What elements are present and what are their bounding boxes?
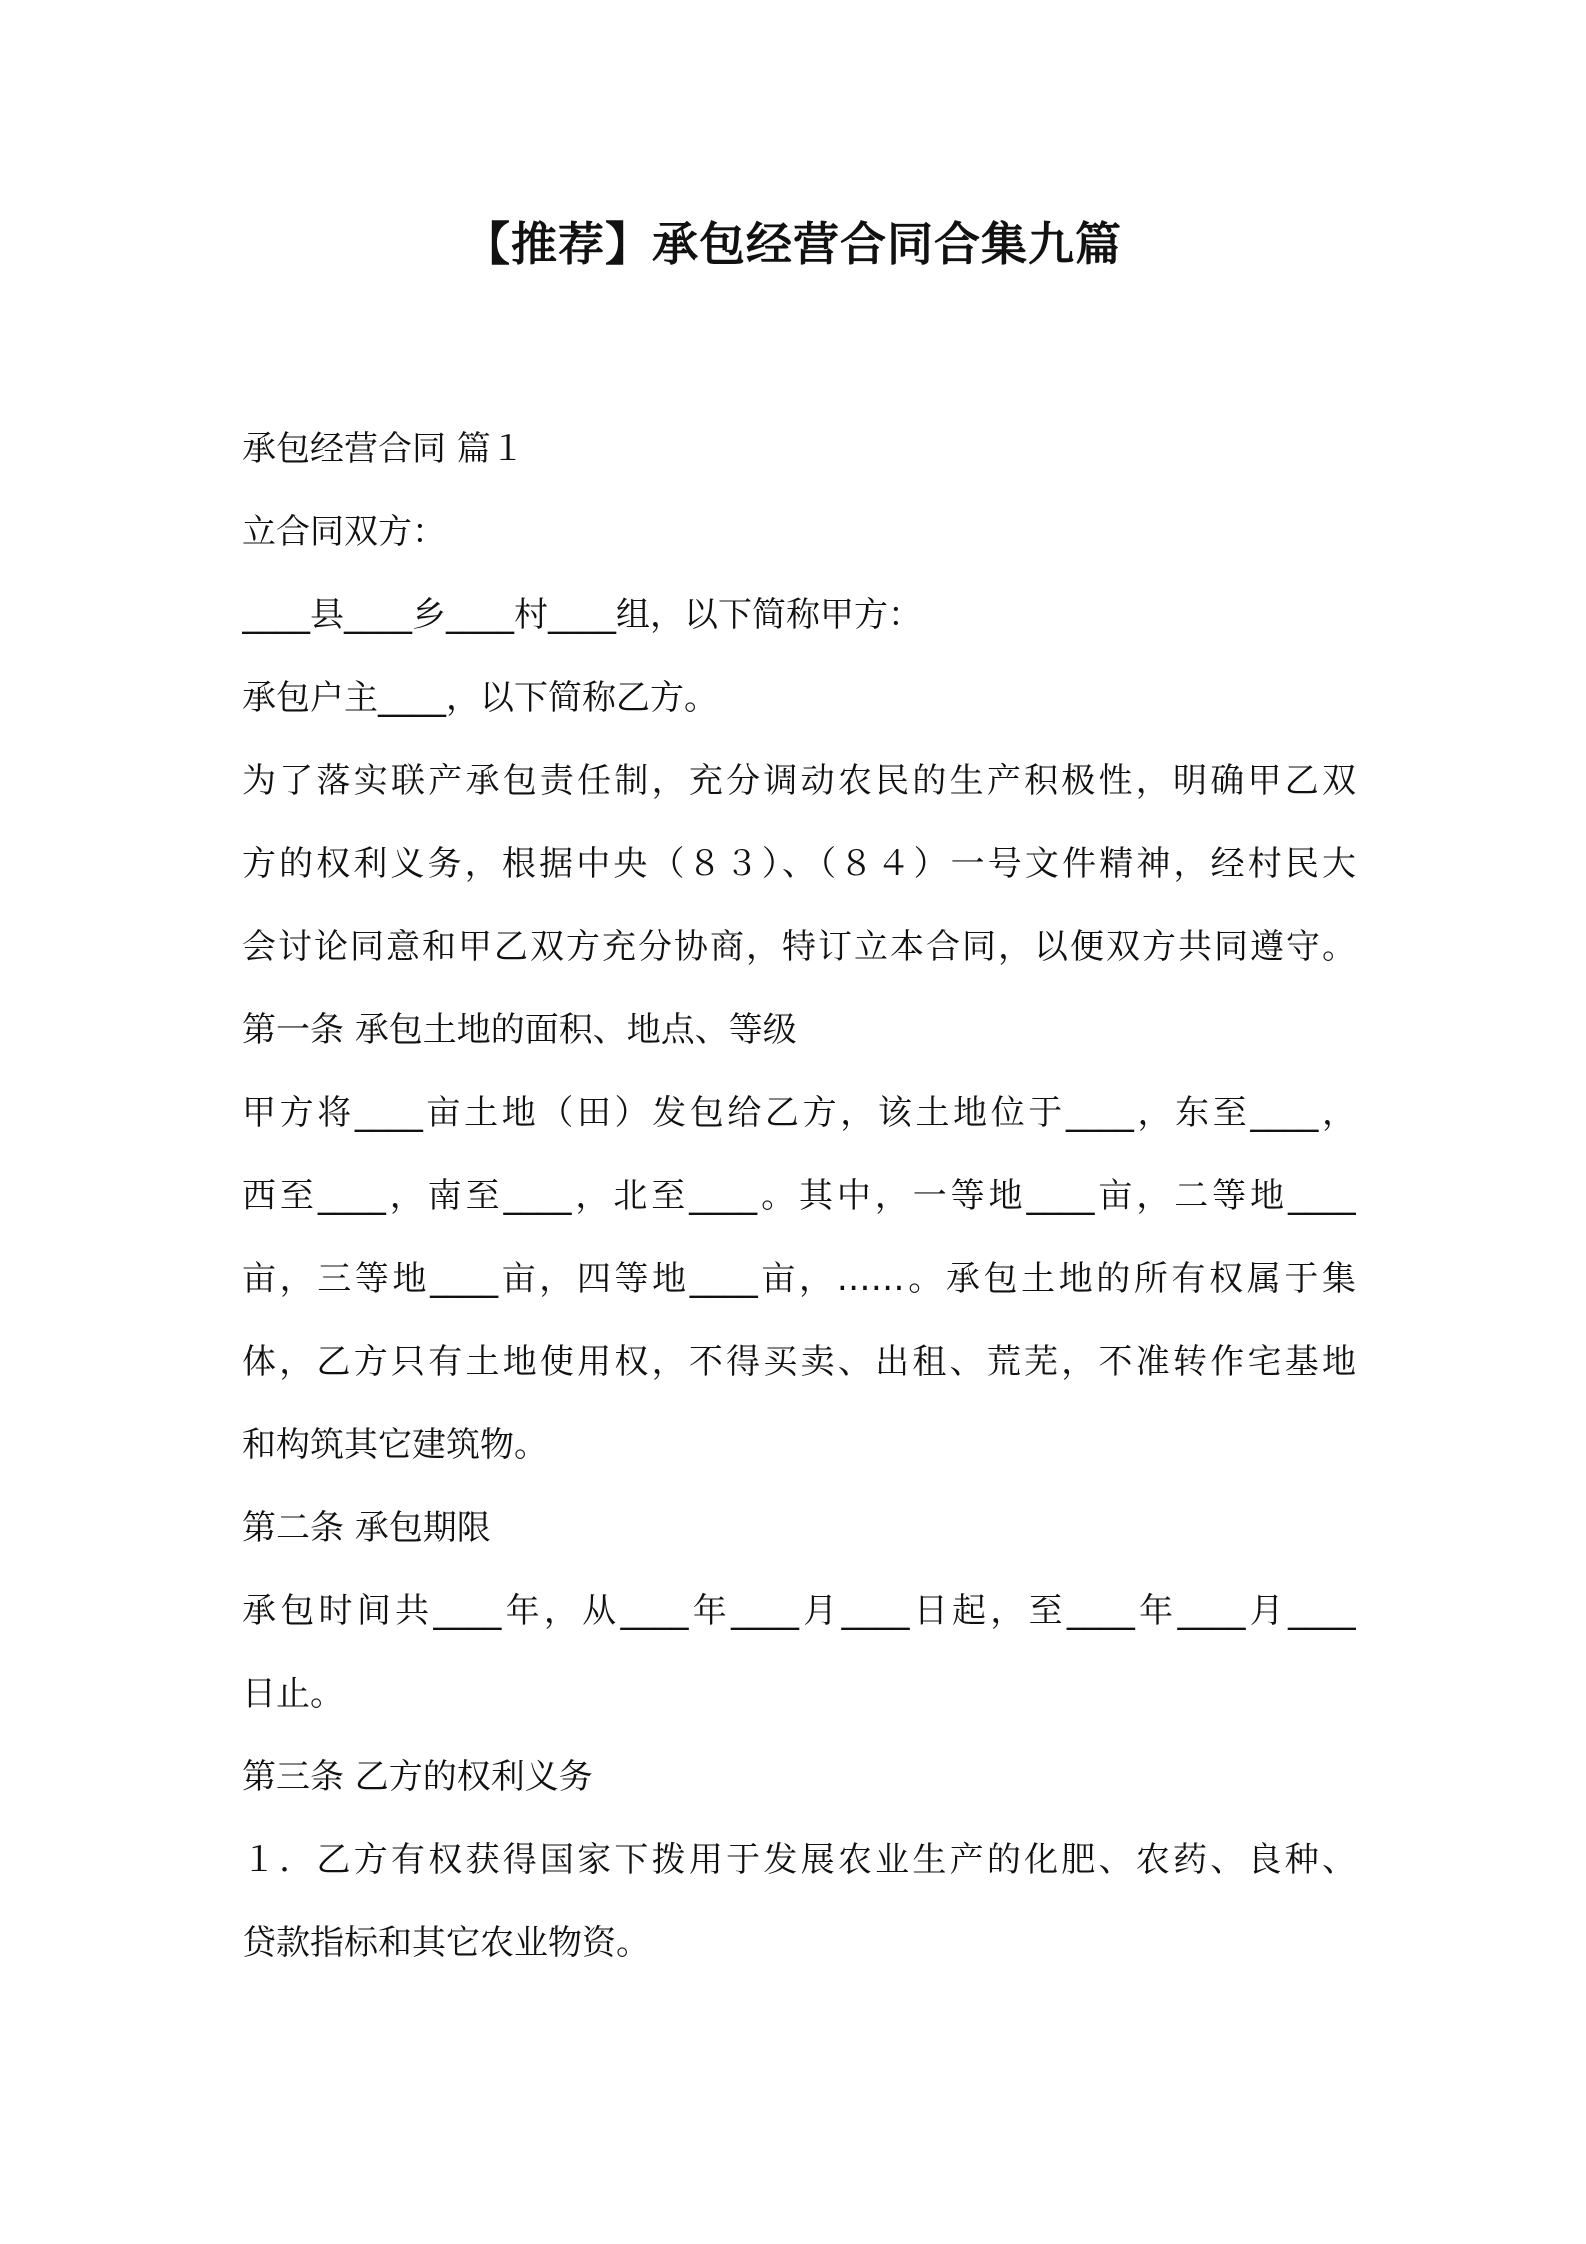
article-3-heading: 第三条 乙方的权利义务 bbox=[242, 1757, 593, 1797]
article-1-line-3: 亩，三等地____亩，四等地____亩，……。承包土地的所有权属于集 bbox=[242, 1259, 1356, 1299]
document-title: 【推荐】承包经营合同合集九篇 bbox=[464, 217, 1122, 271]
section-heading-part-1: 承包经营合同 篇１ bbox=[242, 429, 525, 469]
article-1-heading: 第一条 承包土地的面积、地点、等级 bbox=[242, 1010, 797, 1050]
preamble-line-2: 方的权利义务，根据中央（８３）、（８４）一号文件精神，经村民大 bbox=[242, 844, 1356, 884]
party-b-line: 承包户主____，以下简称乙方。 bbox=[242, 678, 718, 718]
article-1-line-5: 和构筑其它建筑物。 bbox=[242, 1425, 548, 1465]
article-2-line-2: 日止。 bbox=[242, 1674, 344, 1714]
article-1-line-1: 甲方将____亩土地（田）发包给乙方，该土地位于____，东至____， bbox=[242, 1093, 1356, 1133]
article-1-line-4: 体，乙方只有土地使用权，不得买卖、出租、荒芜，不准转作宅基地 bbox=[242, 1342, 1356, 1382]
contract-parties-label: 立合同双方： bbox=[242, 512, 446, 552]
article-3-item-1-line-2: 贷款指标和其它农业物资。 bbox=[242, 1923, 650, 1963]
article-2-heading: 第二条 承包期限 bbox=[242, 1508, 491, 1548]
article-3-item-1-line-1: １．乙方有权获得国家下拨用于发展农业生产的化肥、农药、良种、 bbox=[242, 1840, 1356, 1880]
article-1-line-2: 西至____，南至____，北至____。其中，一等地____亩，二等地____ bbox=[242, 1176, 1356, 1216]
preamble-line-3: 会讨论同意和甲乙双方充分协商，特订立本合同，以便双方共同遵守。 bbox=[242, 927, 1356, 967]
preamble-line-1: 为了落实联产承包责任制，充分调动农民的生产积极性，明确甲乙双 bbox=[242, 761, 1356, 801]
document-body bbox=[242, 408, 1356, 1985]
party-a-line: ____县____乡____村____组，以下简称甲方： bbox=[242, 595, 922, 635]
article-2-line-1: 承包时间共____年，从____年____月____日起，至____年____月____ bbox=[242, 1591, 1356, 1631]
